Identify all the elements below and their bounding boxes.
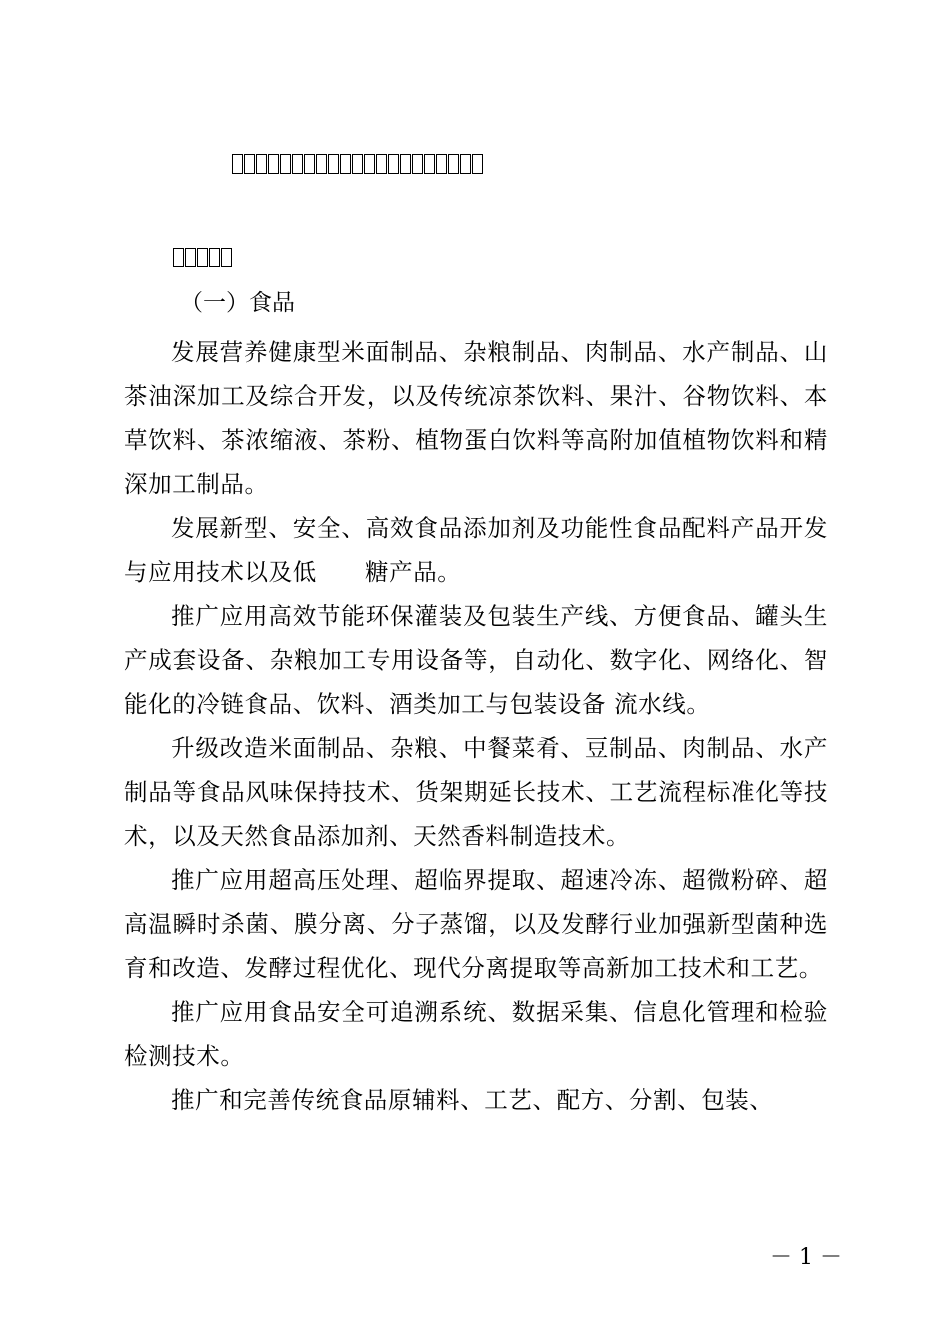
paragraph: 发展营养健康型米面制品、杂粮制品、肉制品、水产制品、山茶油深加工及综合开发，以及传统凉茶饮料、果汁、谷物饮料、本草饮料、茶浓缩液、茶粉、植物蛋白饮料等高附加值植物饮料和精深加工制品。	[124, 338, 828, 498]
paragraph: 发展新型、安全、高效食品添加剂及功能性食品配料产品开发与应用技术以及低 糖产品。	[124, 514, 828, 586]
paragraph: 推广应用高效节能环保灌装及包装生产线、方便食品、罐头生产成套设备、杂粮加工专用设备等，自动化、数字化、网络化、智能化的冷链食品、饮料、酒类加工与包装设备 流水线。	[124, 602, 828, 718]
document-title-glyph-boxes	[232, 154, 483, 174]
section-heading-glyph-boxes	[173, 248, 232, 267]
sub-heading-food: （一）食品	[180, 290, 295, 316]
paragraph: 升级改造米面制品、杂粮、中餐菜肴、豆制品、肉制品、水产制品等食品风味保持技术、货架期延长技术、工艺流程标准化等技术，以及天然食品添加剂、天然香料制造技术。	[124, 734, 828, 850]
body-text	[124, 330, 828, 1122]
page-number: － 1 －	[770, 1245, 842, 1270]
paragraph: 推广应用超高压处理、超临界提取、超速冷冻、超微粉碎、超高温瞬时杀菌、膜分离、分子蒸馏，以及发酵行业加强新型菌种选育和改造、发酵过程优化、现代分离提取等高新加工技术和工艺。	[124, 866, 828, 982]
paragraph: 推广应用食品安全可追溯系统、数据采集、信息化管理和检验检测技术。	[124, 998, 828, 1070]
paragraph: 推广和完善传统食品原辅料、工艺、配方、分割、包装、	[171, 1086, 774, 1114]
